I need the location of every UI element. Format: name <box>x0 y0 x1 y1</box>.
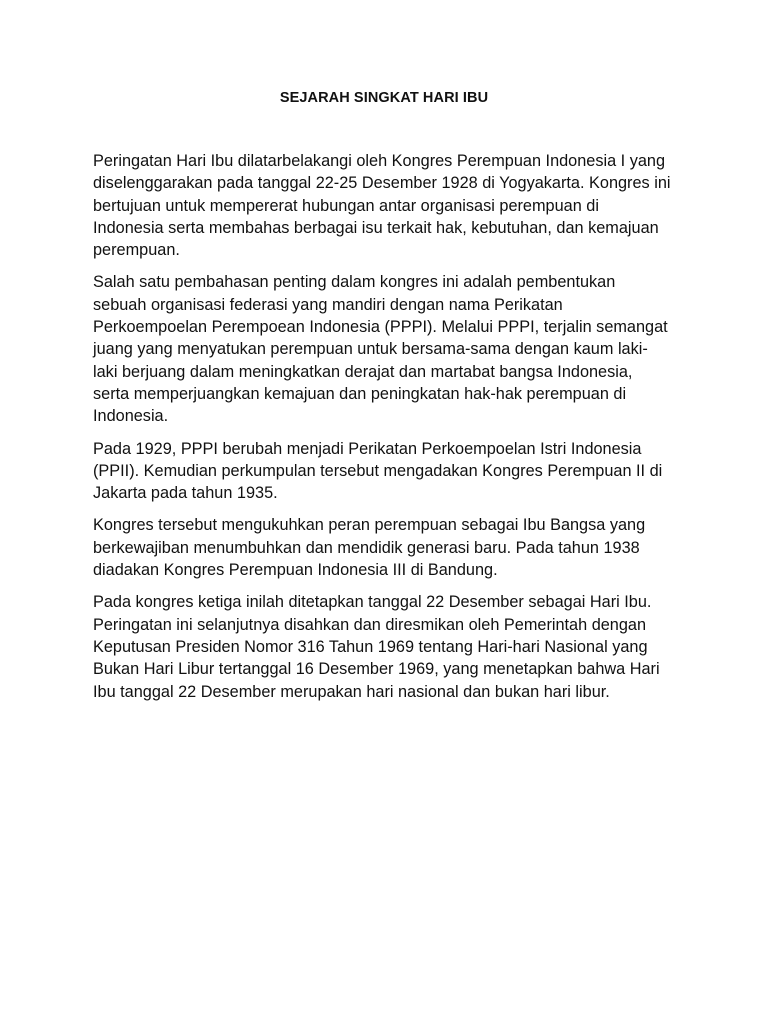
text-line: serta memperjuangkan kemajuan dan peningkatan hak-hak perempuan di <box>93 384 627 403</box>
paragraph <box>93 438 683 505</box>
document-body <box>93 150 683 713</box>
paragraph <box>93 271 683 427</box>
text-line: Indonesia serta membahas berbagai isu terkait hak, kebutuhan, dan kemajuan <box>93 218 659 237</box>
text-line: Indonesia. <box>93 407 169 426</box>
paragraph <box>93 150 683 261</box>
text-line: Salah satu pembahasan penting dalam kongres ini adalah pembentukan <box>93 273 616 292</box>
text-line: Perkoempoelan Perempoean Indonesia (PPPI). Melalui PPPI, terjalin semangat <box>93 318 668 337</box>
text-line: berkewajiban menumbuhkan dan mendidik generasi baru. Pada tahun 1938 <box>93 538 640 557</box>
text-line: diselenggarakan pada tanggal 22-25 Desember 1928 di Yogyakarta. Kongres ini <box>93 174 671 193</box>
text-line: diadakan Kongres Perempuan Indonesia III di Bandung. <box>93 561 498 580</box>
text-line: Jakarta pada tahun 1935. <box>93 484 278 503</box>
text-line: Bukan Hari Libur tertanggal 16 Desember 1969, yang menetapkan bahwa Hari <box>93 660 660 679</box>
text-line: bertujuan untuk mempererat hubungan antar organisasi perempuan di <box>93 196 599 215</box>
text-line: (PPII). Kemudian perkumpulan tersebut mengadakan Kongres Perempuan II di <box>93 461 663 480</box>
text-line: Peringatan Hari Ibu dilatarbelakangi oleh Kongres Perempuan Indonesia I yang <box>93 152 666 170</box>
text-line: Pada 1929, PPPI berubah menjadi Perikatan Perkoempoelan Istri Indonesia <box>93 439 642 458</box>
document-title: SEJARAH SINGKAT HARI IBU <box>279 90 489 106</box>
paragraph <box>93 591 683 702</box>
text-line: Keputusan Presiden Nomor 316 Tahun 1969 tentang Hari-hari Nasional yang <box>93 637 648 656</box>
text-line: Kongres tersebut mengukuhkan peran perempuan sebagai Ibu Bangsa yang <box>93 516 646 535</box>
text-line: juang yang menyatukan perempuan untuk bersama-sama dengan kaum laki- <box>93 340 648 359</box>
text-line: perempuan. <box>93 241 180 260</box>
text-line: Ibu tanggal 22 Desember merupakan hari nasional dan bukan hari libur. <box>93 682 610 701</box>
text-line: Pada kongres ketiga inilah ditetapkan tanggal 22 Desember sebagai Hari Ibu. <box>93 593 652 612</box>
text-line: Peringatan ini selanjutnya disahkan dan diresmikan oleh Pemerintah dengan <box>93 615 647 634</box>
paragraph <box>93 514 683 581</box>
text-line: laki berjuang dalam meningkatkan derajat dan martabat bangsa Indonesia, <box>93 362 633 381</box>
text-line: sebuah organisasi federasi yang mandiri dengan nama Perikatan <box>93 295 563 314</box>
